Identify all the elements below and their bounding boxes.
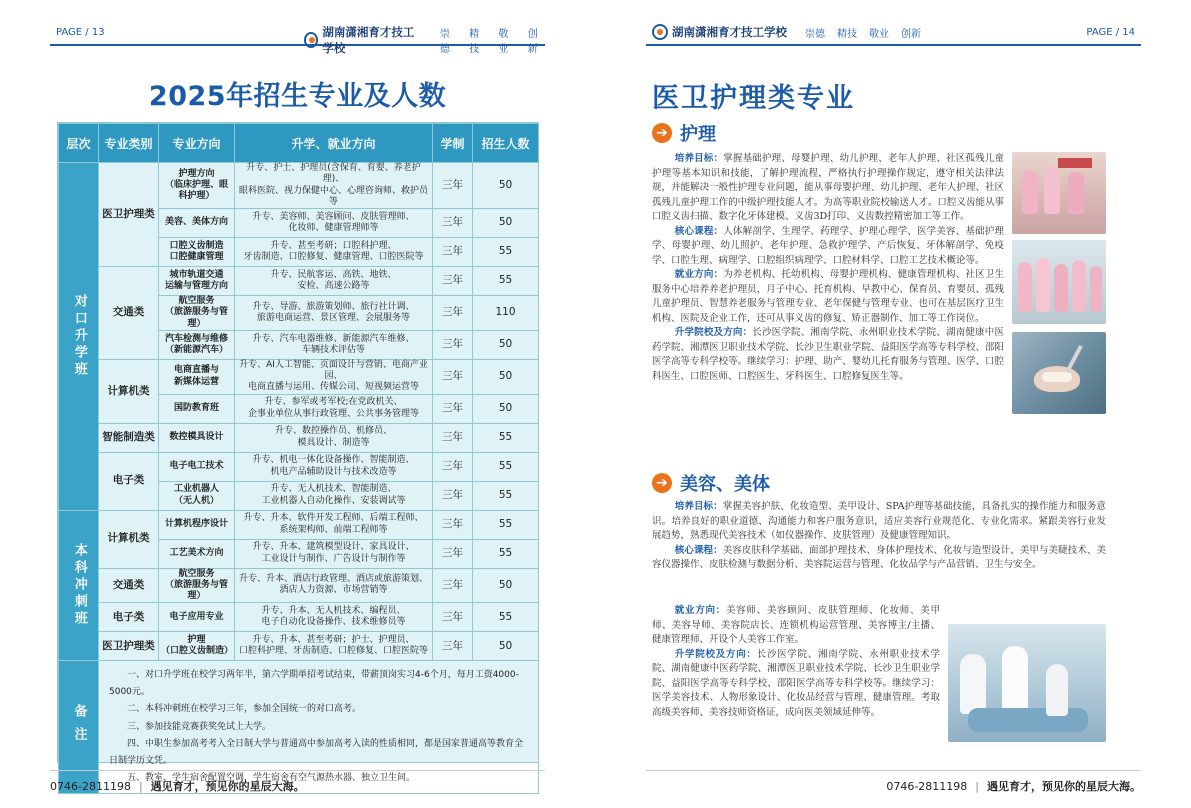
direction-cell: 工艺美术方向 [159, 539, 235, 568]
path-cell: 升专、升本、软件开发工程师、后端工程师、 系统架构师、前端工程师等 [235, 510, 433, 539]
years-cell: 三年 [433, 603, 473, 632]
path-cell: 升专、数控操作员、机修员、 模具设计、制造等 [235, 423, 433, 452]
table-row [59, 632, 539, 661]
count-cell: 55 [473, 423, 539, 452]
section-title: 美容、美体 [680, 474, 770, 495]
beauty-text-top [652, 500, 1106, 573]
school-emblem-icon [304, 32, 318, 48]
path-cell: 升专、美容师、美容顾问、皮肤管理师、 化妆师、健康管理师等 [235, 209, 433, 238]
school-name: 湖南潇湘育才技工学校 [322, 25, 415, 55]
count-cell: 55 [473, 510, 539, 539]
page-header [50, 24, 545, 55]
level-cell: 本科冲刺班 [59, 510, 99, 661]
page-footer [50, 776, 545, 796]
path-cell: 升专、民航客运、高铁、地铁、 安检、高速公路等 [235, 267, 433, 296]
path-cell: 升专、导游、旅游策划师、旅行社计调、 旅游电商运营、景区管理、会展服务等 [235, 296, 433, 331]
remark-content [99, 661, 539, 794]
count-cell: 50 [473, 163, 539, 209]
goal-label: 培养目标： [674, 501, 723, 512]
count-cell: 50 [473, 632, 539, 661]
school-text: 长沙医学院、湘南学院、永州职业技术学院、湖南健康中医药学院、湘潭医卫职业技术学院、长沙卫生职业学院、益阳医学高等专科学校、邵阳医学高等专科学校等。继续学习：医学美容技术、人物形象设计、化妆品经营与管理、健康管理。考取高级美容师、美容技师资格证，成向医美领域延伸等。 [652, 648, 940, 718]
direction-cell: 计算机程序设计 [159, 510, 235, 539]
left-page [0, 0, 595, 808]
count-cell: 55 [473, 481, 539, 510]
category-cell: 医卫护理类 [99, 632, 159, 661]
direction-cell: 航空服务 （旅游服务与管理） [159, 296, 235, 331]
path-cell: 升专、护士、护理员(含保育、育婴、养老护理)、 眼科医院、视力保健中心、心理咨询师、救护员等 [235, 163, 433, 209]
section-title: 护理 [680, 124, 716, 145]
direction-cell: 电商直播与 新媒体运营 [159, 359, 235, 394]
path-cell: 升专、无人机技术、智能制造、 工业机器人自动化操作、安装调试等 [235, 481, 433, 510]
section-heading-beauty [652, 470, 770, 496]
motto-item: 敬业 [498, 29, 509, 55]
column-header: 升学、就业方向 [235, 124, 433, 163]
years-cell: 三年 [433, 330, 473, 359]
nursing-class-photo [1012, 152, 1106, 234]
job-label: 就业方向： [674, 605, 726, 616]
remark-row [59, 661, 539, 794]
beauty-class-photo [948, 624, 1106, 742]
years-cell: 三年 [433, 394, 473, 423]
job-text: 美容师、美容顾问、皮肤管理师、化妆师、美甲师、美容导师、美容院店长、连锁机构运营管理、美容博主/主播、健康管理师、开设个人美容工作室。 [652, 605, 940, 645]
remark-item: 一、对口升学班在校学习两年半，第六学期单招考试结束，带薪顶岗实习4-6个月，每月工资4000-5000元。 [109, 670, 519, 698]
footer-separator: | [975, 779, 979, 793]
column-header: 招生人数 [473, 124, 539, 163]
path-cell: 升专、AI人工智能、页面设计与营销、电商产业园、 电商直播与运用、传媒公司、短视频运营等 [235, 359, 433, 394]
column-header: 专业类别 [99, 124, 159, 163]
count-cell: 50 [473, 209, 539, 238]
path-cell: 升专、参军或考军校;在党政机关、 企事业单位从事行政管理、公共事务管理等 [235, 394, 433, 423]
count-cell: 55 [473, 238, 539, 267]
page-title: 2025年招生专业及人数 [148, 81, 447, 112]
table-row [59, 452, 539, 481]
direction-cell: 电子应用专业 [159, 603, 235, 632]
section-heading-nursing [652, 120, 716, 146]
years-cell: 三年 [433, 452, 473, 481]
count-cell: 55 [473, 267, 539, 296]
dental-model-photo [1012, 332, 1106, 414]
table-row [59, 423, 539, 452]
motto-item: 崇德 [439, 29, 450, 55]
table-row [59, 163, 539, 209]
nursing-text [652, 152, 1004, 384]
direction-cell: 口腔义齿制造 口腔健康管理 [159, 238, 235, 267]
count-cell: 50 [473, 330, 539, 359]
goal-text: 掌握美容护肤、化妆造型、美甲设计、SPA护理等基础技能，具备扎实的操作能力和服务意识。培养良好的职业道德、沟通能力和客户服务意识，适应美容行业规范化、专业化需求。紧跟美容行业发展趋势，熟悉现代美容技术（如仪器操作、皮肤管理）及健康管理知识。 [652, 501, 1106, 541]
page-number: PAGE / 13 [56, 27, 105, 38]
page-title: 医卫护理类专业 [652, 83, 855, 114]
column-header: 学制 [433, 124, 473, 163]
goal-label: 培养目标： [674, 153, 724, 164]
nursing-practice-photo [1012, 240, 1106, 324]
count-cell: 110 [473, 296, 539, 331]
job-label: 就业方向： [674, 269, 724, 280]
direction-cell: 美容、美体方向 [159, 209, 235, 238]
right-page [596, 0, 1191, 808]
direction-cell: 工业机器人 （无人机） [159, 481, 235, 510]
column-header: 专业方向 [159, 124, 235, 163]
direction-cell: 城市轨道交通 运输与管理方向 [159, 267, 235, 296]
job-text: 为养老机构、托幼机构、母婴护理机构、健康管理机构、社区卫生服务中心培养养老护理员，月子中心、托育机构、早教中心、保育员、育婴员、孤残儿童护理员、智慧养老服务与管理专业、老年保健与管理专业、也可在基层医疗卫生机构、医院及企业工作，还可从事义齿的修复、矫正器制作、加工等工作岗位。 [652, 269, 1004, 324]
direction-cell: 国防教育班 [159, 394, 235, 423]
years-cell: 三年 [433, 238, 473, 267]
count-cell: 55 [473, 452, 539, 481]
years-cell: 三年 [433, 568, 473, 603]
course-text: 人体解剖学、生理学、药理学、护理心理学、医学美容、基础护理学、母婴护理、幼儿照护、老年护理、急救护理学、产后恢复、牙体解剖学、免疫学、口腔生理、病理学、口腔组织病理学、口腔材料学、口腔工艺技术概论等。 [652, 225, 1004, 266]
path-cell: 升专、升本、甚至考研；护士、护理员、 口腔科护理、牙齿制造、口腔修复、口腔医院等 [235, 632, 433, 661]
path-cell: 升专、机电一体化设备操作、智能制造、 机电产品辅助设计与技术改造等 [235, 452, 433, 481]
remark-label: 备注 [59, 661, 99, 794]
goal-text: 掌握基础护理、母婴护理、幼儿护理、老年人护理、社区孤残儿童护理等基本知识和技能，了解护理流程，严格执行护理操作规定，遵守相关法律法规，并能解决一般性护理专业问题，能从事母婴护理、幼儿护理、老年人护理、社区孤残儿童护理工作的中级护理技能人才。为高等职业院校输送人才。口腔义齿能从事口腔义齿扫描、数字化牙体建模、义齿3D打印、义齿数控精密加工等工作。 [652, 153, 1004, 222]
category-cell: 计算机类 [99, 359, 159, 423]
category-cell: 计算机类 [99, 510, 159, 568]
path-cell: 升专、升本、酒店行政管理、酒店或旅游策划、 酒店人力资源、市场营销等 [235, 568, 433, 603]
level-cell: 对口升学班 [59, 163, 99, 511]
arrow-right-icon: ➔ [652, 473, 672, 493]
years-cell: 三年 [433, 359, 473, 394]
years-cell: 三年 [433, 481, 473, 510]
count-cell: 55 [473, 539, 539, 568]
phone-number: 0746-2811198 [50, 779, 131, 793]
remark-item: 三、参加技能竞赛获奖免试上大学。 [127, 721, 272, 732]
category-cell: 交通类 [99, 267, 159, 360]
direction-cell: 航空服务 （旅游服务与管理） [159, 568, 235, 603]
motto-item: 创新 [901, 28, 921, 40]
years-cell: 三年 [433, 267, 473, 296]
category-cell: 医卫护理类 [99, 163, 159, 267]
table-row [59, 267, 539, 296]
path-cell: 升专、升本、建筑模型设计、家具设计、 工业设计与制作、广告设计与制作等 [235, 539, 433, 568]
table-row [59, 359, 539, 394]
arrow-right-icon: ➔ [652, 123, 672, 143]
remark-item: 四、中职生参加高考考入全日制大学与普通高中参加高考入读的性质相同，都是国家普通高等教育全日制学历文凭。 [109, 738, 524, 766]
table-header-row [59, 124, 539, 163]
school-logo [652, 24, 921, 40]
enrollment-table [57, 122, 539, 783]
path-cell: 升专、升本、无人机技术、编程员、 电子自动化设备操作、技术维修员等 [235, 603, 433, 632]
table-row [59, 568, 539, 603]
motto-item: 敬业 [869, 28, 889, 40]
motto-item: 创新 [527, 29, 538, 55]
category-cell: 电子类 [99, 603, 159, 632]
category-cell: 交通类 [99, 568, 159, 603]
direction-cell: 汽车检测与维修 （新能源汽车） [159, 330, 235, 359]
motto-item: 崇德 [805, 28, 825, 40]
school-label: 升学院校及方向： [674, 327, 753, 338]
footer-slogan: 遇见育才，预见你的星辰大海。 [987, 780, 1141, 793]
school-logo [304, 24, 545, 56]
category-cell: 智能制造类 [99, 423, 159, 452]
direction-cell: 护理 （口腔义齿制造） [159, 632, 235, 661]
remark-item: 五、教室、学生宿舍配置空调，学生宿舍有空气源热水器、独立卫生间。 [127, 772, 416, 783]
years-cell: 三年 [433, 423, 473, 452]
count-cell: 50 [473, 359, 539, 394]
footer-divider [50, 770, 545, 771]
count-cell: 55 [473, 603, 539, 632]
footer-divider [646, 770, 1141, 771]
years-cell: 三年 [433, 296, 473, 331]
motto-item: 精技 [837, 28, 857, 40]
years-cell: 三年 [433, 163, 473, 209]
motto-item: 精技 [469, 29, 480, 55]
category-cell: 电子类 [99, 452, 159, 510]
page-header [646, 24, 1141, 46]
path-cell: 升专、甚至考研；口腔科护理、 牙齿制造、口腔修复、健康管理、口腔医院等 [235, 238, 433, 267]
column-header: 层次 [59, 124, 99, 163]
direction-cell: 数控模具设计 [159, 423, 235, 452]
footer-slogan: 遇见育才，预见你的星辰大海。 [150, 780, 305, 793]
count-cell: 50 [473, 394, 539, 423]
direction-cell: 护理方向 （临床护理、眼科护理） [159, 163, 235, 209]
count-cell: 50 [473, 568, 539, 603]
footer-separator: | [138, 779, 143, 793]
phone-number: 0746-2811198 [886, 779, 968, 793]
path-cell: 升专、汽车电器维修、新能源汽车维修、 车辆技术评估等 [235, 330, 433, 359]
course-label: 核心课程： [674, 225, 724, 237]
direction-cell: 电子电工技术 [159, 452, 235, 481]
course-label: 核心课程： [674, 544, 723, 556]
school-label: 升学院校及方向： [674, 648, 757, 660]
school-emblem-icon [652, 24, 668, 40]
school-name: 湖南潇湘育才技工学校 [672, 25, 787, 39]
years-cell: 三年 [433, 539, 473, 568]
table-row [59, 510, 539, 539]
years-cell: 三年 [433, 209, 473, 238]
page-number: PAGE / 14 [1086, 27, 1135, 38]
school-text: 长沙医学院、湘南学院、永州职业技术学院、湖南健康中医药学院、湘潭医卫职业技术学院、长沙卫生职业学院、益阳医学高等专科学校、邵阳医学高等专科学校等。继续学习：护理、助产、婴幼儿托育服务与管理、医学、口腔科医生、口腔医师、口腔医生、牙科医生、口腔修复医生等。 [652, 327, 1004, 382]
course-text: 美容皮肤科学基础、面部护理技术、身体护理技术、化妆与造型设计、美甲与美睫技术、美容仪器操作、皮肤检测与数据分析、美容院运营与管理、化妆品学与产品营销、卫生与安全。 [652, 544, 1106, 570]
years-cell: 三年 [433, 632, 473, 661]
remark-item: 二、本科冲刺班在校学习三年，参加全国统一的对口高考。 [127, 704, 362, 715]
table-row [59, 603, 539, 632]
page-footer [646, 776, 1141, 796]
years-cell: 三年 [433, 510, 473, 539]
beauty-text-bottom [652, 604, 940, 720]
